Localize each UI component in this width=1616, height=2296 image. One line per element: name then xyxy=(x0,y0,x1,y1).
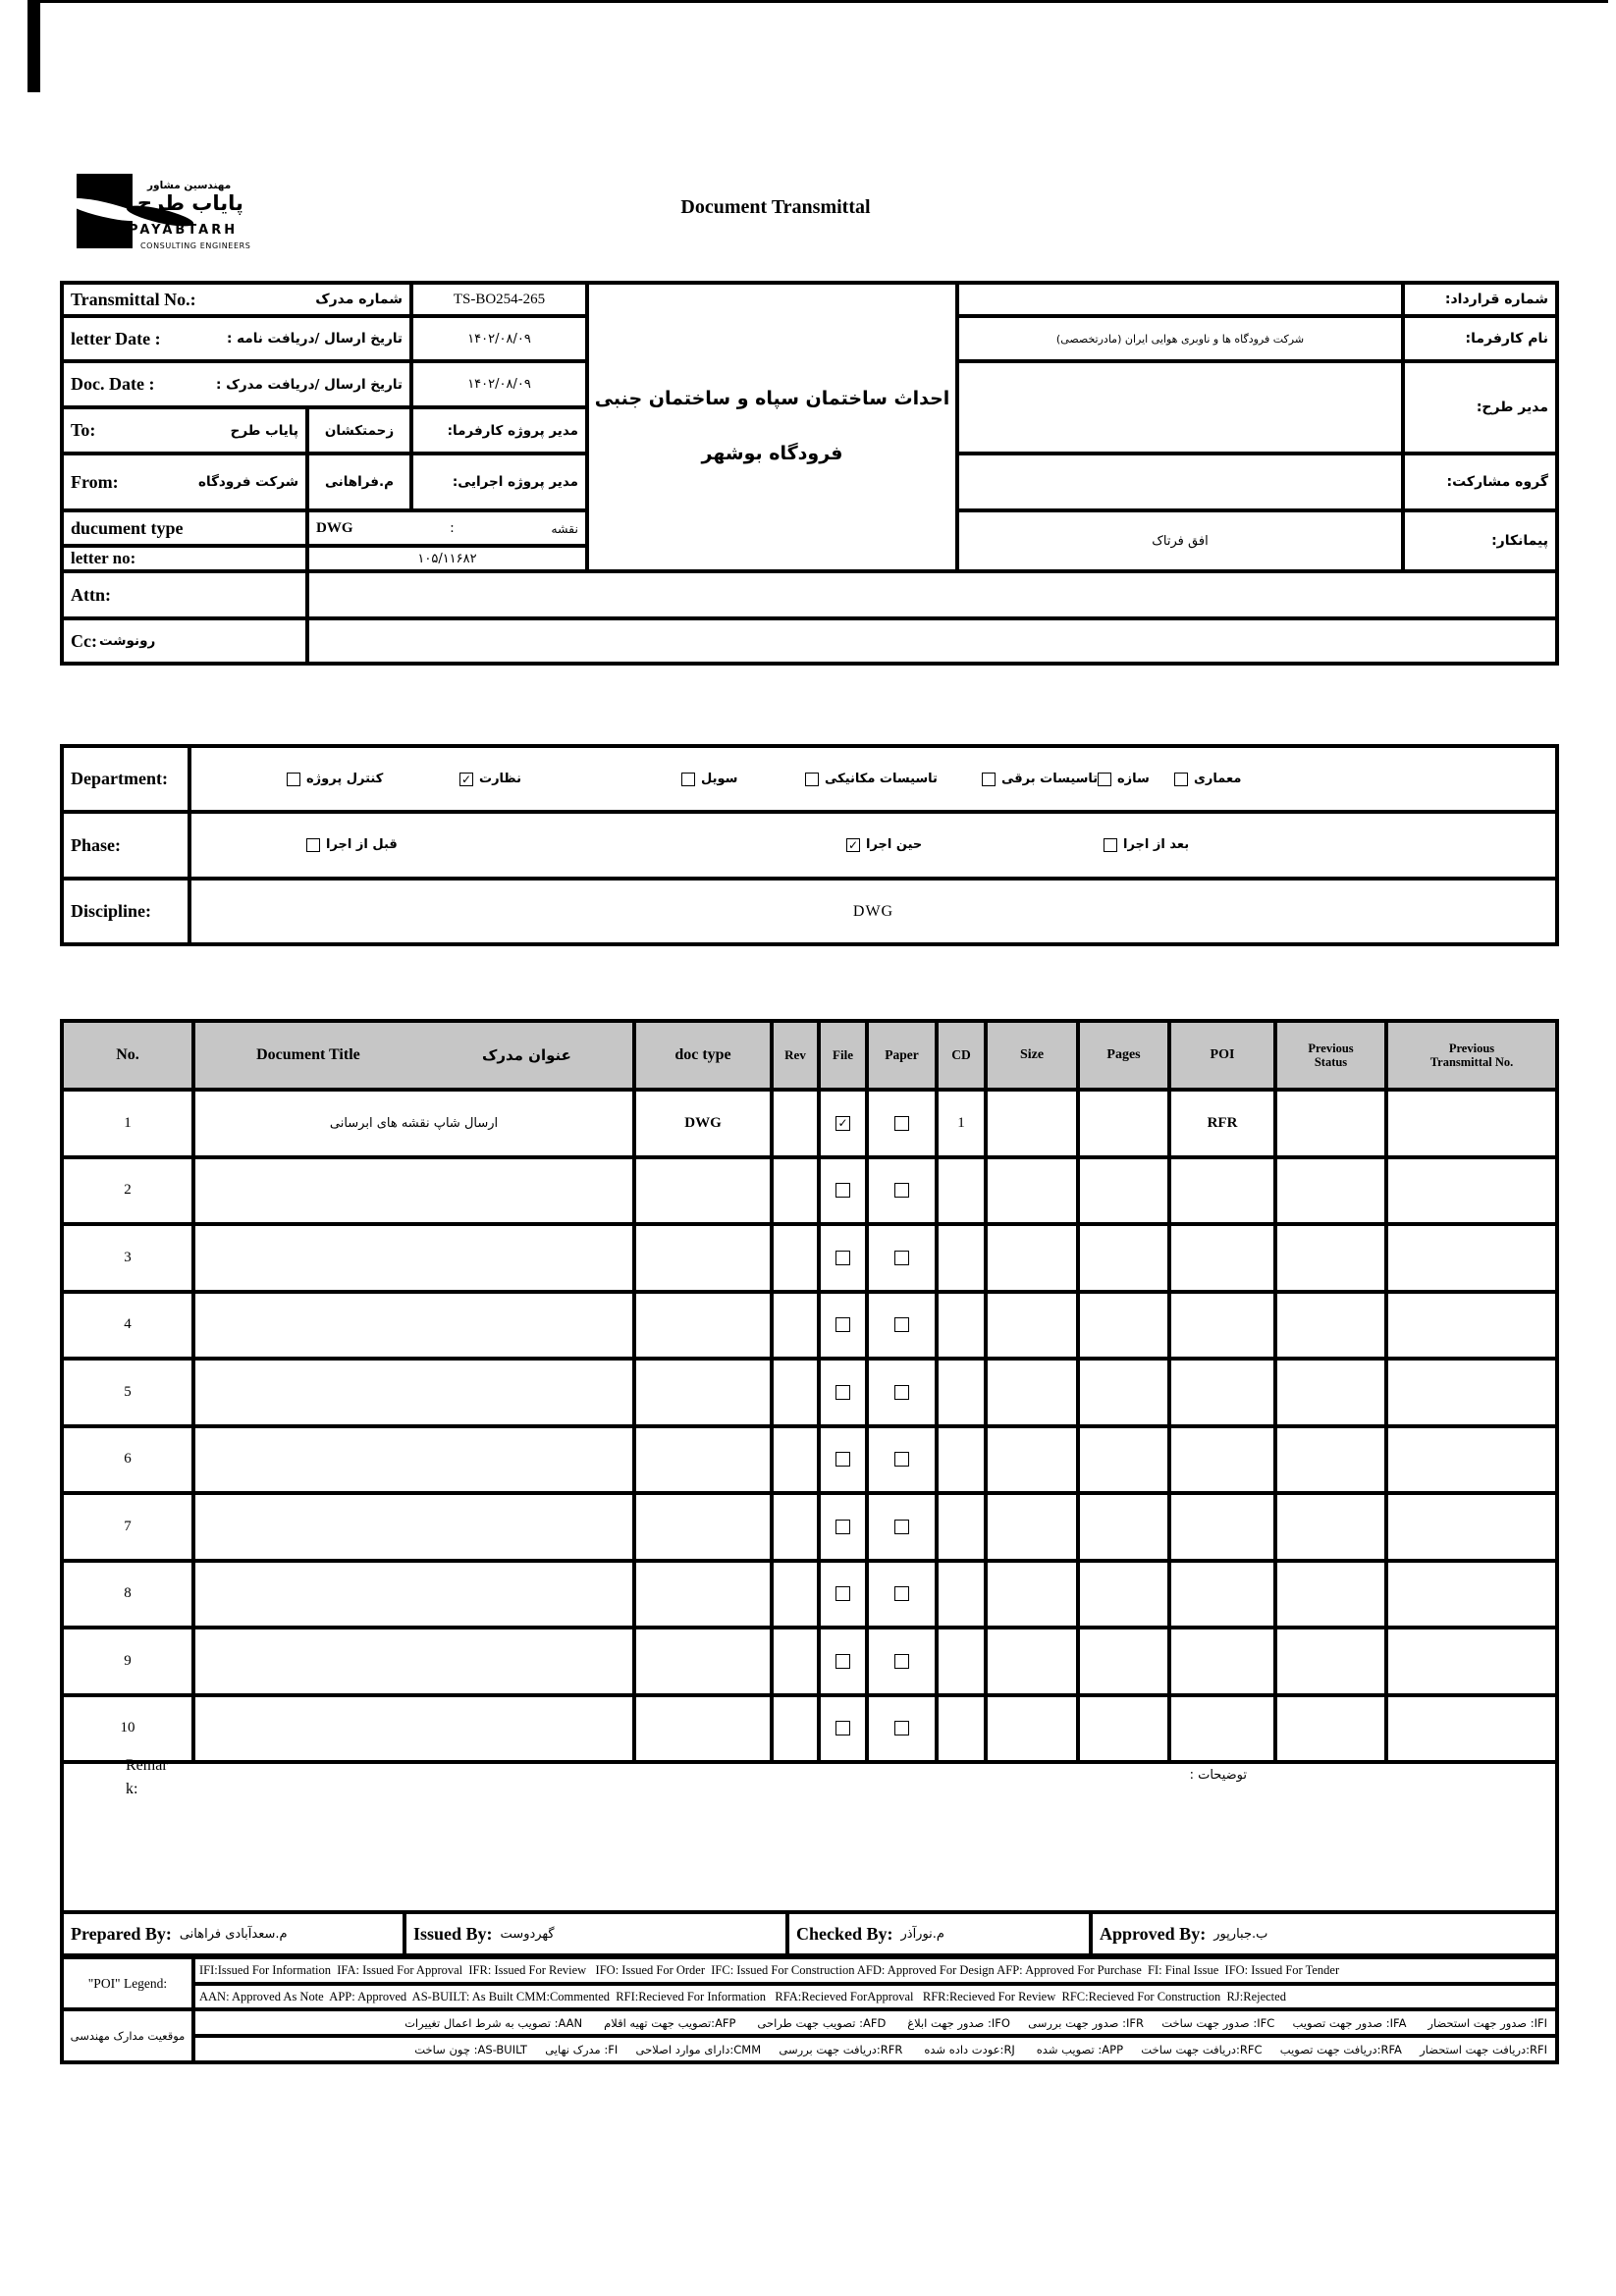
row-1-prev_no xyxy=(1386,1090,1557,1157)
row-9-paper-checkbox-icon[interactable] xyxy=(894,1654,909,1669)
row-1-pages xyxy=(1078,1090,1169,1157)
page-title: Document Transmittal xyxy=(680,196,871,218)
row-9-rev xyxy=(772,1628,819,1695)
row-6-prev_no xyxy=(1386,1426,1557,1494)
row-10-size xyxy=(986,1695,1078,1763)
jv-group-label: گروه مشارکت: xyxy=(1403,454,1557,510)
remarks-cell xyxy=(62,1762,1557,1912)
letter-date-value: ۱۴۰۲/۰۸/۰۹ xyxy=(411,316,587,361)
row-2-title xyxy=(193,1157,634,1225)
row-4-title xyxy=(193,1292,634,1360)
transmittal-no-label-fa: شماره مدرک xyxy=(315,292,403,307)
row-7-prev_no xyxy=(1386,1493,1557,1561)
row-5-paper xyxy=(867,1359,937,1426)
row-2-no: 2 xyxy=(62,1157,193,1225)
row-3-prev_no xyxy=(1386,1224,1557,1292)
checked-by-cell xyxy=(787,1912,1091,1955)
row-1-file-checked-checkbox-icon[interactable]: ✓ xyxy=(835,1116,850,1131)
phase-0-checkbox-icon[interactable] xyxy=(1104,838,1117,852)
row-3-file xyxy=(819,1224,867,1292)
row-7-size xyxy=(986,1493,1078,1561)
header-size: Size xyxy=(986,1021,1078,1090)
remarks-label-line1: Remar xyxy=(126,1757,168,1774)
issued-by-value: گهردوست xyxy=(500,1926,555,1942)
department-item[interactable] xyxy=(287,772,383,786)
row-3-paper xyxy=(867,1224,937,1292)
remarks-label-line2: k: xyxy=(126,1781,138,1797)
department-2-checkbox-icon[interactable] xyxy=(982,773,996,786)
row-8-no: 8 xyxy=(62,1561,193,1629)
row-4-prev_no xyxy=(1386,1292,1557,1360)
phase-item-label: حین اجرا xyxy=(866,837,923,852)
row-9-file-checkbox-icon[interactable] xyxy=(835,1654,850,1669)
row-4-cd xyxy=(937,1292,986,1360)
row-9-file xyxy=(819,1628,867,1695)
row-6-rev xyxy=(772,1426,819,1494)
row-5-file-checkbox-icon[interactable] xyxy=(835,1385,850,1400)
row-3-paper-checkbox-icon[interactable] xyxy=(894,1251,909,1265)
row-8-cd xyxy=(937,1561,986,1629)
phase-1-checked-checkbox-icon[interactable]: ✓ xyxy=(847,837,859,852)
row-2-prev_status xyxy=(1275,1157,1386,1225)
row-6-cd xyxy=(937,1426,986,1494)
row-4-pages xyxy=(1078,1292,1169,1360)
row-2-prev_no xyxy=(1386,1157,1557,1225)
row-8-paper-checkbox-icon[interactable] xyxy=(894,1586,909,1601)
row-8-prev_status xyxy=(1275,1561,1386,1629)
row-6-file-checkbox-icon[interactable] xyxy=(835,1452,850,1467)
prepared-by-label: Prepared By: xyxy=(71,1923,172,1944)
row-9-doc_type xyxy=(634,1628,772,1695)
row-10-poi xyxy=(1169,1695,1275,1763)
row-7-file xyxy=(819,1493,867,1561)
contract-label: شماره قرارداد: xyxy=(1403,283,1557,316)
department-item[interactable] xyxy=(1174,772,1241,786)
cc-label-cell xyxy=(62,618,307,664)
row-9-pages xyxy=(1078,1628,1169,1695)
row-7-cd xyxy=(937,1493,986,1561)
row-8-doc_type xyxy=(634,1561,772,1629)
letter-date-cell xyxy=(62,316,411,361)
header-prev_status: Previous Status xyxy=(1275,1021,1386,1090)
row-2-paper xyxy=(867,1157,937,1225)
department-item-label: معماری xyxy=(1194,772,1242,786)
row-7-rev xyxy=(772,1493,819,1561)
to-cell xyxy=(62,407,307,454)
row-7-pages xyxy=(1078,1493,1169,1561)
row-7-no: 7 xyxy=(62,1493,193,1561)
row-4-file-checkbox-icon[interactable] xyxy=(835,1317,850,1332)
phase-item-label: بعد از اجرا xyxy=(1123,837,1190,852)
row-3-no: 3 xyxy=(62,1224,193,1292)
row-10-doc_type xyxy=(634,1695,772,1763)
row-5-size xyxy=(986,1359,1078,1426)
row-9-prev_no xyxy=(1386,1628,1557,1695)
row-2-rev xyxy=(772,1157,819,1225)
row-5-file xyxy=(819,1359,867,1426)
from-cell xyxy=(62,454,307,510)
phase-item-label: قبل از اجرا xyxy=(326,837,398,852)
cc-label: Cc: xyxy=(71,630,97,651)
row-9-poi xyxy=(1169,1628,1275,1695)
remarks-fa-label: توضیحات : xyxy=(1189,1768,1247,1783)
department-item-label: سویل xyxy=(701,772,738,786)
department-label-cell xyxy=(62,746,189,812)
doc-type-value: DWG xyxy=(316,519,353,536)
row-6-doc_type xyxy=(634,1426,772,1494)
row-4-poi xyxy=(1169,1292,1275,1360)
department-item[interactable] xyxy=(1098,772,1150,786)
to-role: مدیر پروژه کارفرما: xyxy=(411,407,587,454)
row-4-file xyxy=(819,1292,867,1360)
row-8-pages xyxy=(1078,1561,1169,1629)
row-4-rev xyxy=(772,1292,819,1360)
phase-label-cell xyxy=(62,812,189,879)
department-item-label: تاسیسات مکانیکی xyxy=(825,772,938,786)
row-3-title xyxy=(193,1224,634,1292)
row-5-doc_type xyxy=(634,1359,772,1426)
header-paper: Paper xyxy=(867,1021,937,1090)
header-pages: Pages xyxy=(1078,1021,1169,1090)
department-0-checkbox-icon[interactable] xyxy=(1174,773,1188,786)
row-3-cd xyxy=(937,1224,986,1292)
row-2-size xyxy=(986,1157,1078,1225)
checked-by-label: Checked By: xyxy=(796,1923,893,1944)
discipline-label: Discipline: xyxy=(71,901,152,921)
row-1-doc_type: DWG xyxy=(634,1090,772,1157)
department-item[interactable] xyxy=(982,772,1098,786)
row-9-no: 9 xyxy=(62,1628,193,1695)
department-4-checkbox-icon[interactable] xyxy=(681,773,695,786)
poi-legend-label: "POI" Legend: xyxy=(62,1957,193,2009)
department-3-checkbox-icon[interactable] xyxy=(805,773,819,786)
checked-by-value: م.نورآذر xyxy=(900,1926,944,1942)
remarks-label xyxy=(126,1754,214,1801)
logo-fa-tagline: مهندسین مشاور xyxy=(147,180,232,191)
header-title-en: Document Title xyxy=(256,1046,360,1063)
doc-type-label-cell xyxy=(62,510,307,546)
row-6-pages xyxy=(1078,1426,1169,1494)
row-8-size xyxy=(986,1561,1078,1629)
header-rev: Rev xyxy=(772,1021,819,1090)
poi-legend-row2: AAN: Approved As Note APP: Approved AS-BUILT: As Built CMM:Commented RFI:Recieved For Information RFA:Recieved ForApproval RFR:Recieved For Review RFC:Recieved For Construction RJ:Rejected xyxy=(193,1984,1557,2009)
scan-corner-mark xyxy=(27,0,40,92)
row-5-poi xyxy=(1169,1359,1275,1426)
row-7-title xyxy=(193,1493,634,1561)
from-person: م.فراهانی xyxy=(307,454,411,510)
row-10-prev_no xyxy=(1386,1695,1557,1763)
row-8-poi xyxy=(1169,1561,1275,1629)
row-1-title: ارسال شاپ نقشه های ابرسانی xyxy=(193,1090,634,1157)
row-7-prev_status xyxy=(1275,1493,1386,1561)
row-5-no: 5 xyxy=(62,1359,193,1426)
issued-by-label: Issued By: xyxy=(413,1923,493,1944)
row-2-cd xyxy=(937,1157,986,1225)
row-4-size xyxy=(986,1292,1078,1360)
prepared-by-value: م.سعدآبادی فراهانی xyxy=(179,1926,288,1942)
department-item[interactable] xyxy=(681,772,737,786)
design-manager-value-cell xyxy=(957,361,1403,454)
row-10-rev xyxy=(772,1695,819,1763)
attn-value-cell xyxy=(307,571,1557,618)
row-7-paper xyxy=(867,1493,937,1561)
doc-type-label: ducument type xyxy=(71,517,184,538)
row-2-doc_type xyxy=(634,1157,772,1225)
contractor-value: افق فرتاک xyxy=(957,510,1403,571)
header-prev_no: Previous Transmittal No. xyxy=(1386,1021,1557,1090)
doc-type-colon: : xyxy=(450,519,455,536)
row-10-file-checkbox-icon[interactable] xyxy=(835,1721,850,1735)
row-3-poi xyxy=(1169,1224,1275,1292)
letter-date-label-fa: تاریخ ارسال /دریافت نامه : xyxy=(227,331,403,347)
row-6-title xyxy=(193,1426,634,1494)
letter-date-label-en: letter Date : xyxy=(71,328,161,348)
row-4-prev_status xyxy=(1275,1292,1386,1360)
row-2-paper-checkbox-icon[interactable] xyxy=(894,1183,909,1198)
row-8-file-checkbox-icon[interactable] xyxy=(835,1586,850,1601)
row-8-prev_no xyxy=(1386,1561,1557,1629)
client-value: شرکت فرودگاه ها و ناوبری هوایی ایران (مادرتخصصی) xyxy=(957,316,1403,361)
row-4-paper xyxy=(867,1292,937,1360)
row-6-size xyxy=(986,1426,1078,1494)
row-10-paper-checkbox-icon[interactable] xyxy=(894,1721,909,1735)
department-5-checked-checkbox-icon[interactable]: ✓ xyxy=(460,772,472,786)
project-title-line1: احداث ساختمان سپاه و ساختمان جنبی xyxy=(594,388,950,410)
row-5-title xyxy=(193,1359,634,1426)
row-3-size xyxy=(986,1224,1078,1292)
row-10-title xyxy=(193,1695,634,1763)
from-value: شرکت فرودگاه xyxy=(198,474,298,490)
row-6-no: 6 xyxy=(62,1426,193,1494)
row-6-paper-checkbox-icon[interactable] xyxy=(894,1452,909,1467)
row-8-paper xyxy=(867,1561,937,1629)
approved-by-cell xyxy=(1091,1912,1557,1955)
doc-date-label-en: Doc. Date : xyxy=(71,374,155,394)
row-10-cd xyxy=(937,1695,986,1763)
header-cd: CD xyxy=(937,1021,986,1090)
to-value: پایاب طرح xyxy=(230,422,298,439)
row-9-cd xyxy=(937,1628,986,1695)
poi-legend-row1: IFI:Issued For Information IFA: Issued For Approval IFR: Issued For Review IFO: Issued For Order IFC: Issued For Construction AFD: Approved For Design AFP: Approved For Purchase FI: Final Issue IFO: Issued For Tender xyxy=(193,1957,1557,1984)
letter-no-label: letter no: xyxy=(71,549,136,567)
header-poi: POI xyxy=(1169,1021,1275,1090)
transmittal-no-label-en: Transmittal No.: xyxy=(71,289,196,309)
logo-en-tagline: CONSULTING ENGINEERS xyxy=(140,241,251,250)
attn-label-cell xyxy=(62,571,307,618)
row-10-file xyxy=(819,1695,867,1763)
letter-no-label-cell xyxy=(62,546,307,571)
fa-legend-row1: IFI: صدور جهت استحضار IFA: صدور جهت تصویب IFC: صدور جهت ساخت IFR: صدور جهت بررسی IFO: صدور جهت ابلاغ AFD: تصویب جهت طراحی AFP:تصویب جهت تهیه اقلام AAN: تصویب به شرط اعمال تغییرات xyxy=(193,2009,1557,2036)
header-title xyxy=(193,1021,634,1090)
prepared-by-cell xyxy=(62,1912,404,1955)
row-6-poi xyxy=(1169,1426,1275,1494)
row-7-paper-checkbox-icon[interactable] xyxy=(894,1520,909,1534)
row-2-pages xyxy=(1078,1157,1169,1225)
row-10-paper xyxy=(867,1695,937,1763)
attn-label: Attn: xyxy=(71,584,111,605)
row-5-paper-checkbox-icon[interactable] xyxy=(894,1385,909,1400)
header-doc_type: doc type xyxy=(634,1021,772,1090)
row-5-rev xyxy=(772,1359,819,1426)
transmittal-no-value: TS-BO254-265 xyxy=(411,283,587,316)
row-9-paper xyxy=(867,1628,937,1695)
row-4-doc_type xyxy=(634,1292,772,1360)
row-5-cd xyxy=(937,1359,986,1426)
department-item-label: نظارت xyxy=(479,772,521,786)
phase-2-checkbox-icon[interactable] xyxy=(306,838,320,852)
row-9-title xyxy=(193,1628,634,1695)
row-4-paper-checkbox-icon[interactable] xyxy=(894,1317,909,1332)
doc-type-value-cell xyxy=(307,510,587,546)
from-label: From: xyxy=(71,471,119,492)
row-1-cd: 1 xyxy=(937,1090,986,1157)
cc-label-fa: رونوشت xyxy=(98,633,156,649)
discipline-value: DWG xyxy=(189,879,1557,944)
header-no: No. xyxy=(62,1021,193,1090)
approved-by-label: Approved By: xyxy=(1100,1923,1207,1944)
row-1-no: 1 xyxy=(62,1090,193,1157)
row-9-prev_status xyxy=(1275,1628,1386,1695)
contract-value-cell xyxy=(957,283,1403,316)
row-8-file xyxy=(819,1561,867,1629)
header-file: File xyxy=(819,1021,867,1090)
logo-fa-name: پایاب طرح xyxy=(137,191,243,215)
design-manager-label: مدیر طرح: xyxy=(1403,361,1557,454)
row-3-prev_status xyxy=(1275,1224,1386,1292)
row-5-prev_status xyxy=(1275,1359,1386,1426)
row-10-no: 10 xyxy=(62,1695,193,1763)
approved-by-value: ب.جبارپور xyxy=(1213,1926,1268,1942)
project-title-line2: فرودگاه بوشهر xyxy=(701,443,843,464)
row-7-poi xyxy=(1169,1493,1275,1561)
row-1-prev_status xyxy=(1275,1090,1386,1157)
row-3-doc_type xyxy=(634,1224,772,1292)
department-item-label: تاسیسات برقی xyxy=(1001,772,1099,786)
row-7-doc_type xyxy=(634,1493,772,1561)
doc-date-label-fa: تاریخ ارسال /دریافت مدرک : xyxy=(215,376,403,393)
department-item[interactable] xyxy=(459,772,521,786)
discipline-label-cell xyxy=(62,879,189,944)
cc-value-cell xyxy=(307,618,1557,664)
department-item-label: سازه xyxy=(1117,772,1150,786)
from-role: مدیر پروژه اجرایی: xyxy=(411,454,587,510)
row-5-prev_no xyxy=(1386,1359,1557,1426)
row-1-rev xyxy=(772,1090,819,1157)
department-6-checkbox-icon[interactable] xyxy=(287,773,300,786)
row-2-file xyxy=(819,1157,867,1225)
department-item[interactable] xyxy=(805,772,938,786)
row-3-pages xyxy=(1078,1224,1169,1292)
contractor-label: پیمانکار: xyxy=(1403,510,1557,571)
row-6-prev_status xyxy=(1275,1426,1386,1494)
department-1-checkbox-icon[interactable] xyxy=(1098,773,1111,786)
phase-item[interactable] xyxy=(1104,837,1189,852)
jv-group-value-cell xyxy=(957,454,1403,510)
to-person: زحمتکشان xyxy=(307,407,411,454)
department-label: Department: xyxy=(71,769,168,788)
issued-by-cell xyxy=(404,1912,787,1955)
fa-legend-row2: RFI:دریافت جهت استحضار RFA:دریافت جهت تصویب RFC:دریافت جهت ساخت APP: تصویب شده RJ:عودت داده شده RFR:دریافت جهت بررسی CMM:دارای موارد اصلاحی FI: مدرک نهایی AS-BUILT: چون ساخت xyxy=(193,2036,1557,2062)
doc-type-fa: نقشه xyxy=(551,520,578,536)
doc-date-cell xyxy=(62,361,411,407)
row-9-size xyxy=(986,1628,1078,1695)
client-label: نام کارفرما: xyxy=(1403,316,1557,361)
row-3-rev xyxy=(772,1224,819,1292)
row-1-file xyxy=(819,1090,867,1157)
scan-top-edge-line xyxy=(27,0,1608,3)
to-label: To: xyxy=(71,420,96,440)
phase-label: Phase: xyxy=(71,834,121,855)
phase-item[interactable] xyxy=(306,837,398,852)
letter-no-value: ۱۰۵/۱۱۶۸۲ xyxy=(307,546,587,571)
row-6-paper xyxy=(867,1426,937,1494)
phase-item[interactable] xyxy=(846,837,922,852)
row-1-size xyxy=(986,1090,1078,1157)
transmittal-no-cell xyxy=(62,283,411,316)
row-2-file-checkbox-icon[interactable] xyxy=(835,1183,850,1198)
row-8-rev xyxy=(772,1561,819,1629)
row-1-paper xyxy=(867,1090,937,1157)
row-7-file-checkbox-icon[interactable] xyxy=(835,1520,850,1534)
row-10-pages xyxy=(1078,1695,1169,1763)
project-title-cell xyxy=(587,283,957,571)
department-item-label: کنترل پروژه xyxy=(306,772,384,786)
fa-legend-label: موقعیت مدارک مهندسی xyxy=(62,2009,193,2062)
row-5-pages xyxy=(1078,1359,1169,1426)
row-6-file xyxy=(819,1426,867,1494)
row-1-poi: RFR xyxy=(1169,1090,1275,1157)
row-8-title xyxy=(193,1561,634,1629)
row-2-poi xyxy=(1169,1157,1275,1225)
doc-date-value: ۱۴۰۲/۰۸/۰۹ xyxy=(411,361,587,407)
row-10-prev_status xyxy=(1275,1695,1386,1763)
logo-en-name: PAYABTARH xyxy=(129,223,239,238)
row-4-no: 4 xyxy=(62,1292,193,1360)
row-3-file-checkbox-icon[interactable] xyxy=(835,1251,850,1265)
header-title-fa: عنوان مدرک xyxy=(481,1046,571,1064)
row-1-paper-checkbox-icon[interactable] xyxy=(894,1116,909,1131)
